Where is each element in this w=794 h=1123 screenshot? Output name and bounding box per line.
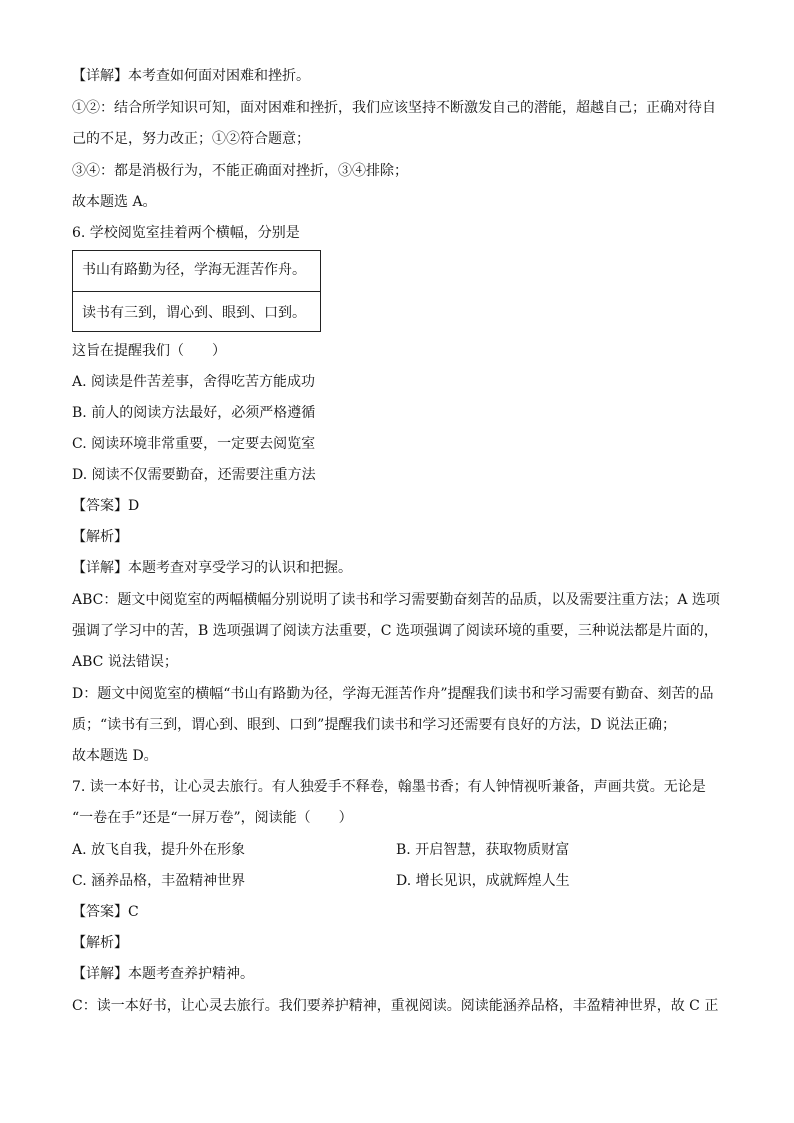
q5-explanation-line-1: ①②：结合所学知识可知，面对困难和挫折，我们应该坚持不断激发自己的潜能，超越自己；正确对待自 (72, 100, 716, 116)
q7-option-c: C. 涵养品格，丰盈精神世界 (72, 873, 246, 889)
q7-stem-line-1: 7. 读一本好书，让心灵去旅行。有人独爱手不释卷，翰墨书香；有人钟情视听兼备，声画共赏。无论是 (72, 779, 706, 795)
q7-explanation-line-1: C：读一本好书，让心灵去旅行。我们要养护精神，重视阅读。阅读能涵养品格，丰盈精神世界，故 C 正 (72, 998, 719, 1014)
table-divider (73, 291, 320, 292)
q6-explanation-line-5: 质；“读书有三到，谓心到、眼到、口到”提醒我们读书和学习还需要有良好的方法，D 说法正确； (72, 717, 676, 733)
q6-banner-2: 读书有三到，谓心到、眼到、口到。 (82, 305, 306, 321)
q7-answer: 【答案】C (72, 904, 139, 920)
q6-detail: 【详解】本题考查对享受学习的认识和把握。 (72, 560, 352, 576)
q7-option-b: B. 开启智慧，获取物质财富 (396, 842, 570, 858)
q6-analysis-label: 【解析】 (72, 529, 128, 545)
q5-detail: 【详解】本考查如何面对困难和挫折。 (72, 68, 310, 84)
q6-explanation-line-2: 强调了学习中的苦，B 选项强调了阅读方法重要，C 选项强调了阅读环境的重要，三种说法都是片面的， (72, 623, 718, 639)
q6-answer: 【答案】D (72, 498, 140, 514)
q5-explanation-line-3: ③④：都是消极行为，不能正确面对挫折，③④排除； (72, 163, 408, 179)
q6-conclusion: 故本题选 D。 (72, 748, 158, 764)
q7-analysis-label: 【解析】 (72, 935, 128, 951)
q7-stem-line-2: “一卷在手”还是“一屏万卷”，阅读能（ ） (72, 810, 353, 826)
q6-stem: 6. 学校阅览室挂着两个横幅，分别是 (72, 225, 300, 241)
q7-option-d: D. 增长见识，成就辉煌人生 (396, 873, 570, 889)
q5-conclusion: 故本题选 A。 (72, 194, 157, 210)
q6-banner-1: 书山有路勤为径，学海无涯苦作舟。 (82, 262, 306, 278)
q6-banner-table (72, 250, 321, 332)
q5-explanation-line-2: 己的不足，努力改正；①②符合题意； (72, 131, 310, 147)
q6-explanation-line-4: D：题文中阅览室的横幅“书山有路勤为径，学海无涯苦作舟”提醒我们读书和学习需要有勤奋、刻苦的品 (72, 686, 714, 702)
q6-explanation-line-1: ABC：题文中阅览室的两幅横幅分别说明了读书和学习需要勤奋刻苦的品质，以及需要注重方法；A 选项 (72, 592, 720, 608)
q6-option-d: D. 阅读不仅需要勤奋，还需要注重方法 (72, 467, 316, 483)
q6-option-b: B. 前人的阅读方法最好，必须严格遵循 (72, 405, 316, 421)
q6-prompt: 这旨在提醒我们（ ） (72, 343, 226, 359)
q7-detail: 【详解】本题考查养护精神。 (72, 966, 254, 982)
q6-option-c: C. 阅读环境非常重要，一定要去阅览室 (72, 436, 316, 452)
q7-option-a: A. 放飞自我，提升外在形象 (72, 842, 246, 858)
q6-option-a: A. 阅读是件苦差事，舍得吃苦方能成功 (72, 374, 316, 390)
q6-explanation-line-3: ABC 说法错误； (72, 654, 178, 670)
